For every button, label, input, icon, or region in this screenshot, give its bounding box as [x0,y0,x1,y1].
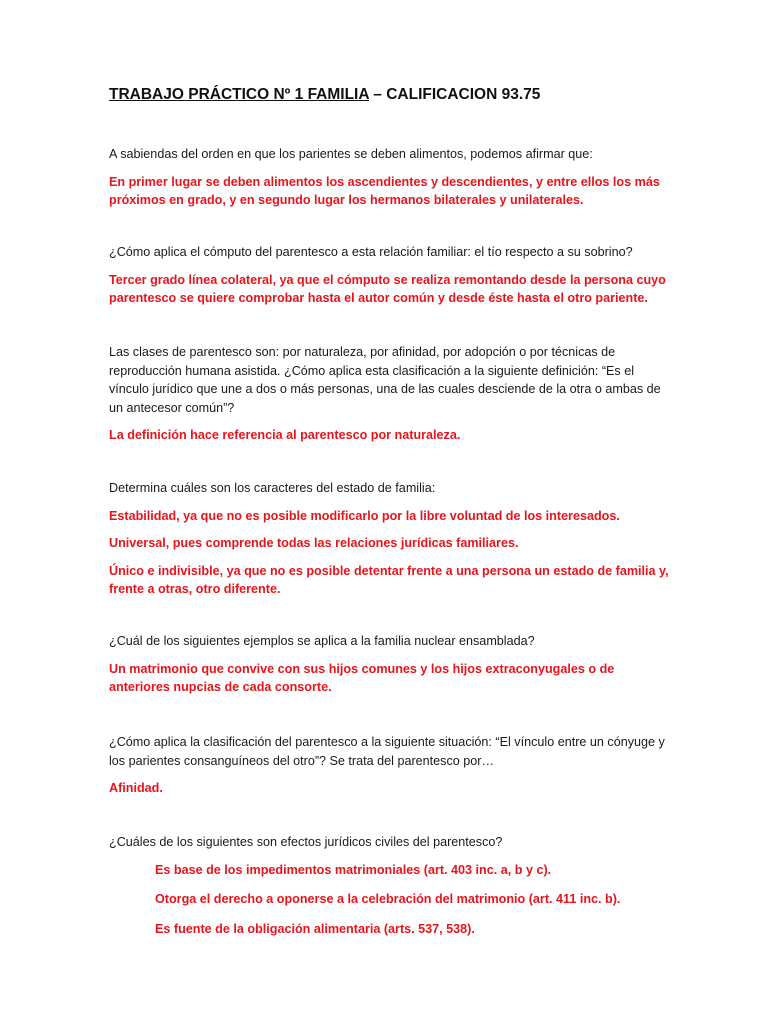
question-7: ¿Cuáles de los siguientes son efectos jurídicos civiles del parentesco? [109,835,503,849]
title-dash: – [368,86,387,103]
question-5: ¿Cuál de los siguientes ejemplos se aplica a la familia nuclear ensamblada? [109,634,535,648]
qa-block-7 [109,833,669,949]
question-4: Determina cuáles son los caracteres del estado de familia: [109,481,436,495]
qa-block-5 [109,632,669,697]
qa-block-1 [109,145,669,210]
title-grade: CALIFICACION 93.75 [386,86,541,103]
document-title [109,86,540,104]
answer-7-3: Es fuente de la obligación alimentaria (arts. 537, 538). [155,921,475,936]
answer-1-1: En primer lugar se deben alimentos los ascendientes y descendientes, y entre ellos los más próximos en grado, y en segundo lugar los hermanos bilaterales y unilaterales. [109,174,660,207]
question-6: ¿Cómo aplica la clasificación del parentesco a la siguiente situación: “El vínculo entre un cónyuge y los parientes consanguíneos del otro”? Se trata del parentesco por… [109,735,665,768]
answer-7-1: Es base de los impedimentos matrimoniales (art. 403 inc. a, b y c). [155,862,552,877]
answer-7-2: Otorga el derecho a oponerse a la celebración del matrimonio (art. 411 inc. b). [155,892,621,906]
answer-4-2: Universal, pues comprende todas las relaciones jurídicas familiares. [109,536,519,550]
qa-block-2 [109,243,669,308]
answer-list-7 [109,861,669,939]
answer-2-1: Tercer grado línea colateral, ya que el cómputo se realiza remontando desde la persona cuyo parentesco se quiere comprobar hasta el autor común y desde éste hasta el otro pariente. [109,272,666,305]
answer-4-3: Único e indivisible, ya que no es posible detentar frente a una persona un estado de familia y, frente a otras, otro diferente. [109,563,669,596]
question-2: ¿Cómo aplica el cómputo del parentesco a esta relación familiar: el tío respecto a su sobrino? [109,245,633,259]
question-3: Las clases de parentesco son: por naturaleza, por afinidad, por adopción o por técnicas de reproducción humana asistida. ¿Cómo aplica esta clasificación a la siguiente definición: “Es el vínculo jurídico que une a dos o más personas, una de las cuales desciende de la otra o ambas de un antecesor común”? [109,345,661,415]
question-1: A sabiendas del orden en que los parientes se deben alimentos, podemos afirmar que: [109,147,593,161]
title-main: TRABAJO PRÁCTICO Nº 1 FAMILIA [109,86,369,103]
answer-3-1: La definición hace referencia al parentesco por naturaleza. [109,428,461,442]
answer-6-1: Afinidad. [109,781,163,795]
qa-block-3 [109,343,669,445]
qa-block-4 [109,479,669,599]
answer-4-1: Estabilidad, ya que no es posible modificarlo por la libre voluntad de los interesados. [109,508,620,523]
qa-block-6 [109,733,669,798]
answer-5-1: Un matrimonio que convive con sus hijos comunes y los hijos extraconyugales o de anteriores nupcias de cada consorte. [109,661,615,694]
